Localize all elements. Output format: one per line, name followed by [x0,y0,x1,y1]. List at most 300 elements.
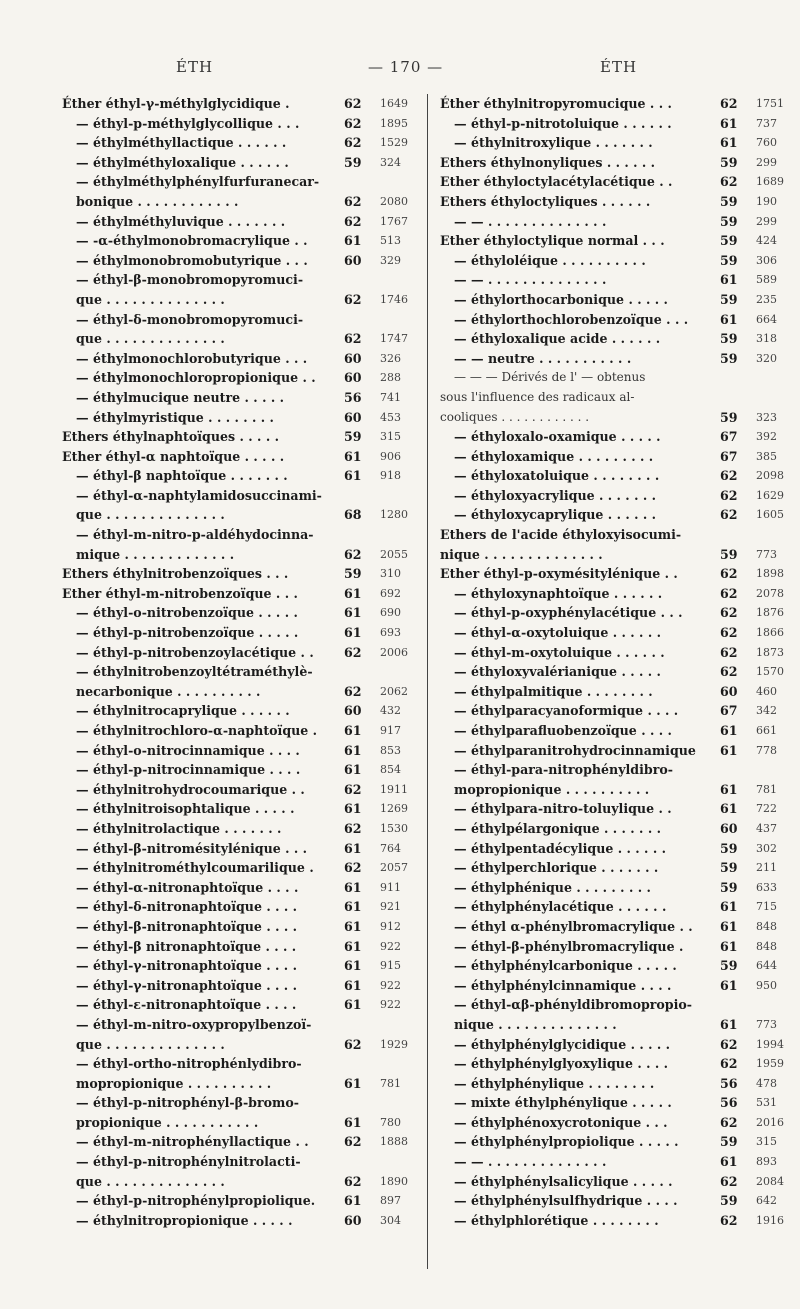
entry-volume: 59 [720,291,738,307]
entry-text: — éthylphénylsalicylique . . . . . [454,1173,673,1189]
entry-text: — éthylnitroisophtalique . . . . . [76,801,295,817]
index-entry [62,701,422,721]
index-entry [440,976,785,996]
entry-volume: 61 [344,1114,362,1130]
entry-volume: 60 [344,252,362,268]
entry-text: — éthyl-δ-nitronaphtoïque . . . . [76,899,298,915]
entry-text: — — neutre . . . . . . . . . . . [454,350,632,366]
entry-text: — éthyloxyvalérianique . . . . . [454,664,661,680]
index-entry [62,643,422,663]
entry-volume: 62 [720,664,738,680]
entry-volume: 62 [720,605,738,621]
entry-page: 854 [380,763,401,777]
index-entry [440,427,785,447]
index-entry [62,114,422,134]
entry-volume: 67 [720,448,738,464]
index-entry [62,937,422,957]
entry-text: — éthyl-p-nitrobenzoïque . . . . . [76,625,299,641]
entry-text: que . . . . . . . . . . . . . . [76,331,225,347]
entry-page: 1876 [756,606,784,620]
index-entry [440,290,785,310]
index-entry [62,682,422,702]
entry-text: que . . . . . . . . . . . . . . [76,291,225,307]
entry-volume: 61 [344,468,362,484]
entry-text: — éthylphénylglycidique . . . . . [454,1036,671,1052]
entry-volume: 59 [720,958,738,974]
entry-volume: 61 [344,1193,362,1209]
entry-volume: 61 [720,938,738,954]
entry-page: 323 [756,410,777,424]
entry-text: — éthylphénylsulfhydrique . . . . [454,1193,678,1209]
entry-text: Ethers éthyloctyliques . . . . . . [440,193,651,209]
index-entry [62,1093,422,1113]
entry-volume: 59 [720,331,738,347]
entry-text: — éthyl-m-nitrophényllactique . . [76,1134,309,1150]
entry-volume: 59 [720,213,738,229]
index-entry [440,133,785,153]
index-entry [440,603,785,623]
index-entry [440,1113,785,1133]
entry-volume: 59 [720,233,738,249]
entry-text: Ether éthyloctylacétylacétique . . [440,174,673,190]
index-entry [62,976,422,996]
index-entry [440,760,785,780]
entry-page: 392 [756,430,777,444]
entry-volume: 62 [344,820,362,836]
index-entry [62,153,422,173]
entry-text: — éthyl-γ-nitronaphtoïque . . . . [76,958,297,974]
index-entry [440,212,785,232]
entry-volume: 61 [344,977,362,993]
entry-volume: 68 [344,507,362,523]
index-entry [440,466,785,486]
entry-page: 722 [756,802,777,816]
entry-text: — éthyloxatoluique . . . . . . . . [454,468,660,484]
entry-text: — éthyl α-phénylbromacrylique . . [454,918,693,934]
index-entry [62,662,422,682]
entry-text: Ethers éthylnitrobenzoïques . . . [62,566,289,582]
entry-text: — éthylmyristique . . . . . . . . [76,409,274,425]
entry-text: Ethers éthylnaphtoïques . . . . . [62,429,279,445]
entry-volume: 60 [720,683,738,699]
index-entry [440,819,785,839]
entry-page: 2016 [756,1115,784,1129]
index-entry [440,447,785,467]
entry-volume: 61 [720,977,738,993]
entry-text: — éthylphénylglyoxylique . . . . [454,1056,669,1072]
index-entry [440,310,785,330]
entry-volume: 62 [344,546,362,562]
entry-page: 385 [756,449,777,463]
entry-text: — éthylnitrolactique . . . . . . . [76,820,282,836]
entry-page: 320 [756,351,777,365]
entry-page: 773 [756,1017,777,1031]
page-number: — 170 — [368,58,444,76]
index-entry [62,290,422,310]
entry-text: — éthyloxamique . . . . . . . . . [454,448,654,464]
entry-volume: 67 [720,429,738,445]
entry-text: mique . . . . . . . . . . . . . [76,546,235,562]
index-entry [440,153,785,173]
entry-text: nique . . . . . . . . . . . . . . [454,1016,617,1032]
entry-text: — éthyl-p-nitrophénylnitrolacti- [76,1154,301,1170]
index-entry [440,564,785,584]
entry-volume: 56 [344,389,362,405]
entry-page: 911 [380,880,401,894]
entry-page: 715 [756,900,777,914]
index-entry [440,623,785,643]
entry-text: — éthylnitrohydrocoumarique . . [76,781,305,797]
entry-text: — éthylparacyanoformique . . . . [454,703,679,719]
entry-text: — éthylnitrocaprylique . . . . . . [76,703,290,719]
index-entry [440,270,785,290]
index-entry [62,623,422,643]
index-entry [62,466,422,486]
entry-text: — — . . . . . . . . . . . . . . [454,1154,607,1170]
entry-volume: 62 [720,174,738,190]
entry-page: 848 [756,919,777,933]
entry-volume: 62 [720,468,738,484]
entry-text: nique . . . . . . . . . . . . . . [440,546,603,562]
entry-page: 1530 [380,821,408,835]
entry-text: — éthyl-β-nitronaphtoïque . . . . [76,918,298,934]
entry-page: 318 [756,332,777,346]
index-entry [440,799,785,819]
index-entry [62,1191,422,1211]
entry-volume: 59 [720,860,738,876]
entry-text: — éthylmonobromobutyrique . . . [76,252,308,268]
entry-volume: 62 [344,781,362,797]
entry-page: 633 [756,880,777,894]
index-entry [62,995,422,1015]
entry-page: 2084 [756,1174,784,1188]
entry-volume: 61 [344,625,362,641]
entry-volume: 62 [344,193,362,209]
entry-page: 1629 [756,488,784,502]
entry-text: — éthyl-m-nitro-oxypropylbenzoï- [76,1016,312,1032]
entry-text: — éthyloxalique acide . . . . . . [454,331,661,347]
entry-page: 324 [380,155,401,169]
entry-volume: 59 [344,566,362,582]
index-entry [440,721,785,741]
entry-volume: 62 [720,644,738,660]
index-entry [440,486,785,506]
entry-text: — éthyloxycaprylique . . . . . . [454,507,657,523]
entry-page: 1873 [756,645,784,659]
entry-text: — — . . . . . . . . . . . . . . [454,213,607,229]
entry-volume: 59 [720,546,738,562]
entry-volume: 61 [344,958,362,974]
entry-volume: 61 [344,918,362,934]
entry-page: 918 [380,469,401,483]
entry-volume: 61 [344,840,362,856]
entry-page: 460 [756,684,777,698]
entry-text: — éthylméthyluvique . . . . . . . [76,213,286,229]
entry-page: 1570 [756,665,784,679]
entry-text: — éthyloxalo-oxamique . . . . . [454,429,661,445]
entry-volume: 61 [720,918,738,934]
entry-page: 531 [756,1096,777,1110]
index-entry [440,584,785,604]
entry-text: — éthyl-p-méthylglycollique . . . [76,115,300,131]
index-entry [62,897,422,917]
index-entry [440,780,785,800]
index-entry [62,780,422,800]
entry-page: 912 [380,919,401,933]
entry-page: 1959 [756,1057,784,1071]
entry-text: — éthyl-δ-monobromopyromuci- [76,311,304,327]
entry-text: — mixte éthylphénylique . . . . . [454,1095,672,1111]
entry-volume: 61 [720,899,738,915]
entry-text: propionique . . . . . . . . . . . [76,1114,259,1130]
entry-volume: 62 [344,96,362,111]
entry-page: 1866 [756,626,784,640]
index-entry [440,1093,785,1113]
entry-text: — éthylméthyllactique . . . . . . [76,135,287,151]
entry-text: — éthylorthochlorobenzoïque . . . [454,311,689,327]
right-column [440,94,785,1230]
entry-volume: 59 [720,154,738,170]
entry-page: 893 [756,1155,777,1169]
index-entry [440,701,785,721]
entry-volume: 61 [344,938,362,954]
index-entry [440,839,785,859]
entry-volume: 61 [344,742,362,758]
entry-volume: 59 [720,879,738,895]
index-entry [62,525,422,545]
entry-page: 190 [756,194,777,208]
entry-volume: 62 [344,135,362,151]
index-entry [62,133,422,153]
entry-page: 1751 [756,97,784,110]
entry-text: — éthylnitrométhylcoumarilique . [76,860,314,876]
entry-page: 897 [380,1194,401,1208]
entry-volume: 60 [720,820,738,836]
entry-volume: 62 [344,331,362,347]
entry-text: — éthyl-m-nitro-p-aldéhydocinna- [76,527,314,543]
index-entry [62,878,422,898]
entry-volume: 60 [344,409,362,425]
entry-page: 478 [756,1076,777,1090]
entry-page: 1929 [380,1037,408,1051]
entry-text: que . . . . . . . . . . . . . . [76,1173,225,1189]
index-entry [62,603,422,623]
entry-page: 692 [380,586,401,600]
entry-text: — éthylnitropropionique . . . . . [76,1212,293,1228]
entry-text: — éthyl-α-naphtylamidosuccinami- [76,487,322,503]
entry-text: Éther éthyl-γ-méthylglycidique . [62,96,290,111]
entry-page: 921 [380,900,401,914]
entry-text: — éthyl-para-nitrophényldibro- [454,762,673,778]
entry-page: 299 [756,214,777,228]
entry-page: 642 [756,1194,777,1208]
index-entry [440,231,785,251]
index-entry [440,937,785,957]
entry-text: bonique . . . . . . . . . . . . [76,193,239,209]
entry-page: 644 [756,959,777,973]
index-entry [440,1015,785,1035]
entry-text: — éthylnitrochloro-α-naphtoïque . [76,723,318,738]
entry-page: 1689 [756,175,784,189]
entry-page: 2057 [380,861,408,875]
entry-page: 1747 [380,332,408,346]
entry-volume: 62 [344,1134,362,1150]
entry-page: 2006 [380,645,408,659]
entry-volume: 62 [720,96,738,111]
entry-text: — éthylperchlorique . . . . . . . [454,860,659,876]
entry-text: — éthyl-β-phénylbromacrylique . [454,938,684,954]
entry-text: — éthylmucique neutre . . . . . [76,389,284,405]
entry-page: 1888 [380,1135,408,1149]
entry-text: — éthylorthocarbonique . . . . . [454,291,668,307]
entry-volume: 61 [344,448,362,464]
entry-text: Ether éthyl-α naphtoïque . . . . . [62,448,285,464]
index-entry [62,741,422,761]
entry-page: 690 [380,606,401,620]
index-entry [440,1054,785,1074]
entry-page: 1890 [380,1174,408,1188]
index-entry [440,858,785,878]
entry-volume: 56 [720,1095,738,1111]
entry-page: 922 [380,939,401,953]
entry-volume: 62 [344,1036,362,1052]
index-entry [62,839,422,859]
entry-volume: 61 [720,115,738,131]
entry-volume: 59 [720,350,738,366]
index-entry [62,799,422,819]
entry-text: que . . . . . . . . . . . . . . [76,507,225,523]
entry-page: 235 [756,292,777,306]
entry-page: 326 [380,351,401,365]
entry-volume: 67 [720,703,738,719]
entry-text: — éthylparanitrohydrocinnamique [454,742,696,758]
index-entry [62,1015,422,1035]
entry-volume: 62 [720,1056,738,1072]
entry-text: necarbonique . . . . . . . . . . [76,683,261,699]
entry-volume: 59 [344,429,362,445]
entry-text: — éthylmonochloropropionique . . [76,370,316,386]
entry-text: — éthyloléique . . . . . . . . . . [454,252,646,268]
entry-volume: 61 [720,1154,738,1170]
entry-page: 315 [380,430,401,444]
index-entry [62,447,422,467]
entry-page: 513 [380,234,401,248]
entry-volume: 61 [720,781,738,797]
entry-page: 1280 [380,508,408,522]
entry-volume: 61 [720,723,738,738]
entry-text: Ether éthyloctylique normal . . . [440,233,665,249]
entry-volume: 62 [344,683,362,699]
index-entry [62,917,422,937]
entry-volume: 61 [720,135,738,151]
index-entry [62,1172,422,1192]
entry-page: 764 [380,841,401,855]
entry-text: Ether éthyl-m-nitrobenzoïque . . . [62,585,298,601]
index-entry [440,172,785,192]
index-entry [440,349,785,369]
index-entry [62,505,422,525]
entry-volume: 60 [344,350,362,366]
left-column [62,94,422,1230]
entry-page: 1911 [380,782,408,796]
header-right-guide-word: ÉTH [600,58,638,76]
entry-volume: 62 [344,644,362,660]
entry-volume: 62 [720,1036,738,1052]
index-entry [440,662,785,682]
entry-text: sous l'influence des radicaux al- [440,389,635,404]
index-entry [62,1054,422,1074]
entry-text: — éthylphénylacétique . . . . . . [454,899,667,915]
entry-text: Ether éthyl-p-oxymésitylénique . . [440,566,678,582]
entry-page: 848 [756,939,777,953]
entry-page: 211 [756,861,777,875]
entry-volume: 60 [344,703,362,719]
index-entry [62,368,422,388]
entry-volume: 61 [720,311,738,327]
entry-volume: 62 [344,115,362,131]
entry-text: Ethers éthylnonyliques . . . . . . [440,154,656,170]
entry-volume: 62 [720,566,738,582]
index-entry [62,1152,422,1172]
entry-page: 432 [380,704,401,718]
entry-volume: 59 [344,154,362,170]
entry-text: — éthyl-α-nitronaphtoïque . . . . [76,879,299,895]
entry-text: — éthyl-m-oxytoluique . . . . . . [454,644,665,660]
entry-text: — -α-éthylmonobromacrylique . . [76,233,308,249]
entry-page: 1895 [380,116,408,130]
entry-page: 922 [380,998,401,1012]
entry-volume: 62 [720,1212,738,1228]
index-entry [440,682,785,702]
index-entry [440,1035,785,1055]
index-entry [62,584,422,604]
entry-volume: 59 [720,1134,738,1150]
entry-page: 1994 [756,1037,784,1051]
entry-page: 299 [756,155,777,169]
entry-page: 1898 [756,567,784,581]
index-entry [440,251,785,271]
index-entry [440,505,785,525]
entry-volume: 61 [344,585,362,601]
entry-text: — éthyl-p-nitrocinnamique . . . . [76,762,301,778]
entry-volume: 61 [720,1016,738,1032]
entry-page: 306 [756,253,777,267]
entry-page: 773 [756,547,777,561]
entry-volume: 62 [720,507,738,523]
entry-text: — éthyl-p-nitrophénylpropiolique. [76,1193,316,1209]
entry-text: que . . . . . . . . . . . . . . [76,1036,225,1052]
entry-text: — éthyloxyacrylique . . . . . . . [454,487,656,503]
entry-text: — éthyl-α-oxytoluique . . . . . . [454,625,661,641]
index-entry [62,760,422,780]
index-entry [62,192,422,212]
index-entry [62,408,422,428]
index-entry [440,917,785,937]
entry-text: — éthylnitroxylique . . . . . . . [454,135,653,151]
index-entry [62,270,422,290]
entry-volume: 62 [720,487,738,503]
index-entry [62,545,422,565]
entry-text: — éthylméthyloxalique . . . . . . [76,154,289,170]
entry-page: 780 [380,1115,401,1129]
entry-text: — éthyl-β-monobromopyromuci- [76,272,304,288]
index-entry [440,643,785,663]
entry-page: 1529 [380,136,408,150]
index-entry [440,1152,785,1172]
entry-page: 922 [380,978,401,992]
index-entry [440,388,785,408]
index-entry [62,329,422,349]
